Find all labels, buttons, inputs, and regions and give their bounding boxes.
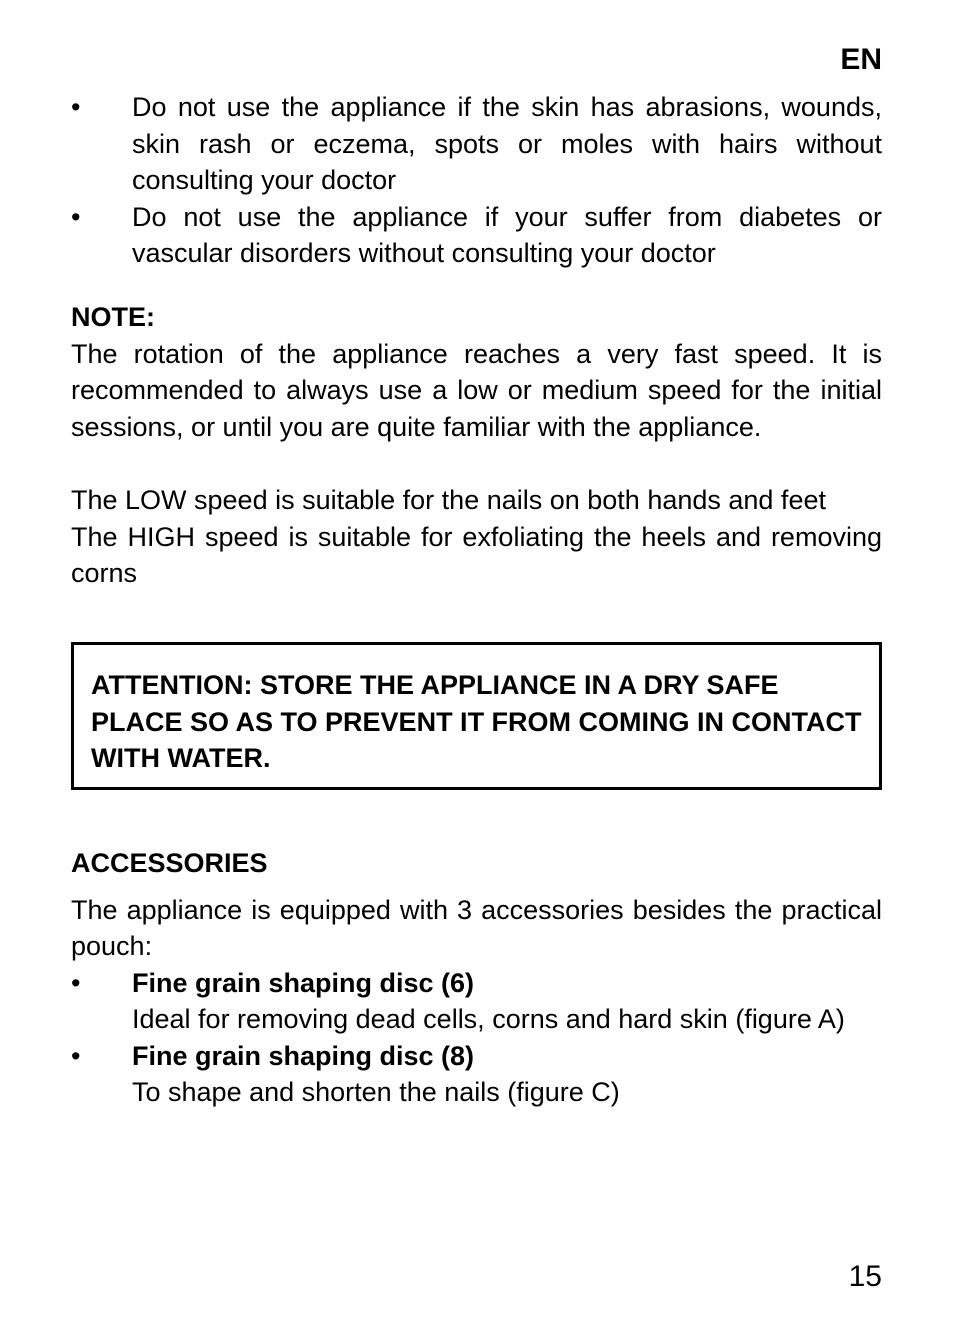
speed-section	[71, 482, 882, 592]
list-item	[71, 965, 882, 1038]
attention-box: ATTENTION: STORE THE APPLIANCE IN A DRY SAFE PLACE SO AS TO PREVENT IT FROM COMING IN CONTACT WITH WATER.	[71, 642, 882, 790]
accessories-intro: The appliance is equipped with 3 accessories besides the practical pouch:	[71, 894, 882, 961]
accessory-description: Ideal for removing dead cells, corns and hard skin (figure A)	[132, 1004, 845, 1034]
bullet: •	[71, 1040, 81, 1071]
bullet: •	[71, 967, 81, 998]
warning-text: Do not use the appliance if your suffer from diabetes or vascular disorders without consulting your doctor	[132, 201, 882, 268]
list-item	[71, 89, 882, 199]
note-heading: NOTE:	[71, 302, 155, 332]
accessory-title: Fine grain shaping disc (6)	[132, 967, 475, 998]
warning-text: Do not use the appliance if the skin has abrasions, wounds, skin rash or eczema, spots or moles with hairs without consulting your doctor	[132, 92, 882, 195]
accessory-title: Fine grain shaping disc (8)	[132, 1040, 475, 1071]
accessories-heading: ACCESSORIES	[71, 848, 268, 878]
note-section	[71, 299, 882, 445]
warnings-list	[71, 89, 882, 272]
list-item	[71, 1038, 882, 1111]
note-text: The rotation of the appliance reaches a very fast speed. It is recommended to always use a low or medium speed for the initial sessions, or until you are quite familiar with the appliance.	[71, 338, 882, 442]
accessories-list	[71, 965, 882, 1111]
list-item	[71, 199, 882, 272]
high-speed-text: The HIGH speed is suitable for exfoliating the heels and removing corns	[71, 521, 882, 588]
bullet: •	[71, 201, 81, 232]
bullet: •	[71, 92, 81, 122]
accessory-description: To shape and shorten the nails (figure C)	[132, 1077, 620, 1107]
language-label: EN	[840, 43, 882, 76]
accessories-section	[71, 845, 882, 1111]
low-speed-text: The LOW speed is suitable for the nails on both hands and feet	[71, 485, 826, 515]
page-number: 15	[848, 1260, 882, 1293]
